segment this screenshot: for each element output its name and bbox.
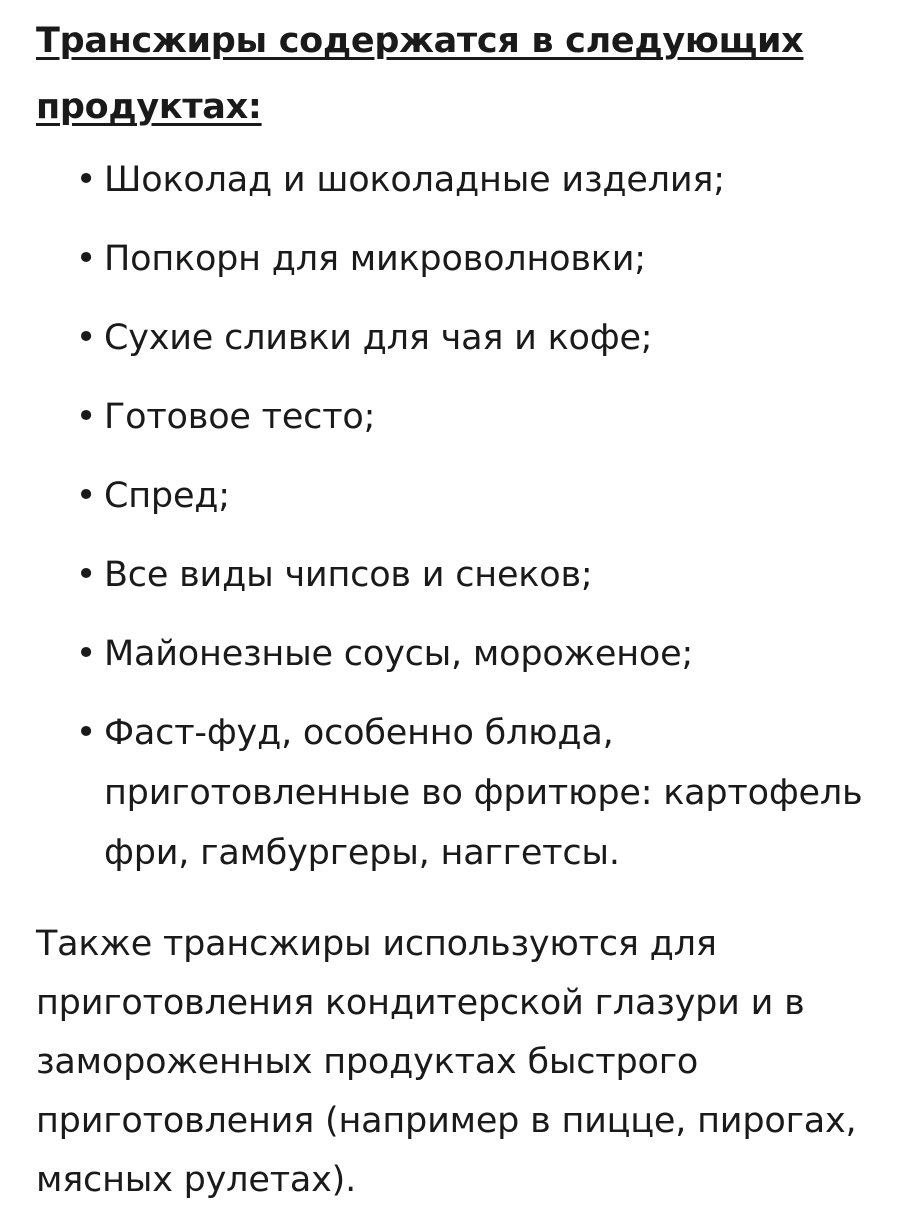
list-item (36, 466, 875, 526)
list-item-text: Спред; (104, 476, 230, 516)
bullet-icon: • (75, 634, 97, 674)
list-item (36, 308, 875, 368)
list-item (36, 387, 875, 447)
list-item-text: Попкорн для микроволновки; (104, 239, 646, 279)
list-item (36, 624, 875, 684)
bullet-icon: • (75, 476, 97, 516)
list-item-text: Шоколад и шоколадные изделия; (104, 160, 725, 200)
bullet-icon: • (75, 160, 97, 200)
list-item-text: Готовое тесто; (104, 397, 376, 437)
bullet-icon: • (75, 555, 97, 595)
bullet-icon: • (75, 397, 97, 437)
list-item (36, 229, 875, 289)
list-item-text: Все виды чипсов и снеков; (104, 555, 593, 595)
list-item (36, 150, 875, 210)
list-item-text: Майонезные соусы, мороженое; (104, 634, 694, 674)
list-item-text: Фаст-фуд, особенно блюда, приготовленные во фритюре: картофель фри, гамбургеры, наггетсы. (104, 713, 863, 873)
bullet-icon: • (75, 239, 97, 279)
section-heading: Трансжиры содержатся в следующих продуктах: (36, 21, 804, 127)
list-item-text: Сухие сливки для чая и кофе; (104, 318, 653, 358)
list-item (36, 545, 875, 605)
body-paragraph: Также трансжиры используются для приготовления кондитерской глазури и в замороженных продуктах быстрого приготовления (например в пицце, пирогах, мясных рулетах). (36, 924, 857, 1200)
bullet-icon: • (75, 318, 97, 358)
list-item (36, 703, 875, 883)
products-list (36, 150, 875, 883)
bullet-icon: • (75, 713, 97, 753)
